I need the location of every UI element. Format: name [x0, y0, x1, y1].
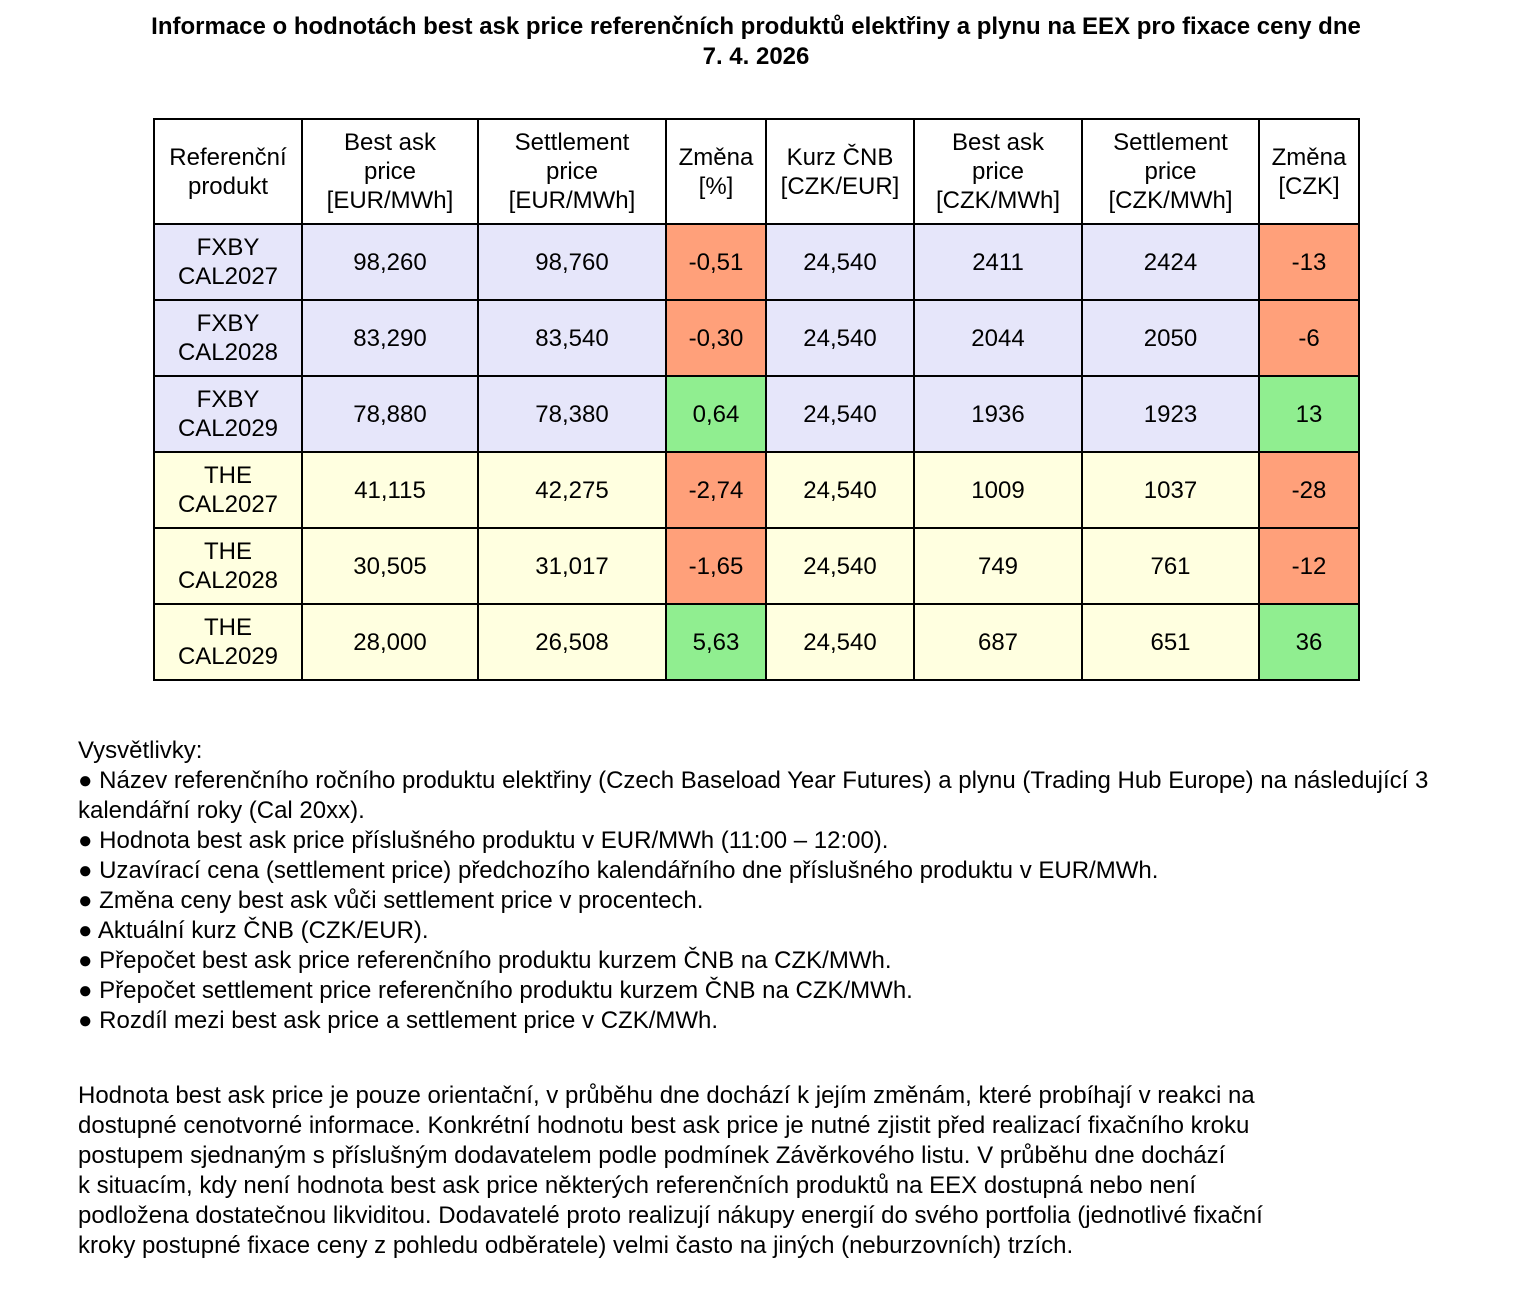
best-ask-eur-cell: 83,290 — [302, 300, 478, 376]
settlement-eur-cell: 98,760 — [478, 224, 666, 300]
table-row — [154, 528, 1359, 604]
best-ask-czk-cell: 749 — [914, 528, 1082, 604]
best-ask-czk-cell: 2411 — [914, 224, 1082, 300]
fx-rate-cell: 24,540 — [766, 452, 914, 528]
change-pct-cell: -1,65 — [666, 528, 766, 604]
legend — [78, 736, 1458, 1036]
disclaimer-note — [78, 1081, 1448, 1261]
bullet-icon: ● — [78, 887, 93, 914]
page-title — [0, 12, 1512, 72]
settlement-eur-cell: 42,275 — [478, 452, 666, 528]
table-row — [154, 300, 1359, 376]
table-row — [154, 224, 1359, 300]
header-change-czk: Změna [CZK] — [1259, 119, 1359, 224]
product-cell: THE CAL2029 — [154, 604, 302, 680]
price-table — [153, 118, 1360, 681]
settlement-czk-cell: 1037 — [1082, 452, 1259, 528]
header-fx-rate: Kurz ČNB [CZK/EUR] — [766, 119, 914, 224]
table-header-row — [154, 119, 1359, 224]
bullet-icon: ● — [78, 857, 93, 884]
legend-item: ● Hodnota best ask price příslušného produktu v EUR/MWh (11:00 – 12:00). — [78, 827, 889, 854]
settlement-czk-cell: 761 — [1082, 528, 1259, 604]
note-line: dostupné cenotvorné informace. Konkrétní hodnotu best ask price je nutné zjistit před realizací fixačního kroku — [78, 1112, 1250, 1139]
fx-rate-cell: 24,540 — [766, 376, 914, 452]
best-ask-eur-cell: 30,505 — [302, 528, 478, 604]
legend-heading: Vysvětlivky: — [78, 737, 203, 764]
bullet-icon: ● — [78, 917, 93, 944]
header-change-pct: Změna [%] — [666, 119, 766, 224]
best-ask-eur-cell: 98,260 — [302, 224, 478, 300]
settlement-czk-cell: 651 — [1082, 604, 1259, 680]
header-settlement-czk: Settlement price [CZK/MWh] — [1082, 119, 1259, 224]
change-pct-cell: -0,30 — [666, 300, 766, 376]
fx-rate-cell: 24,540 — [766, 224, 914, 300]
best-ask-eur-cell: 41,115 — [302, 452, 478, 528]
best-ask-czk-cell: 1009 — [914, 452, 1082, 528]
bullet-icon: ● — [78, 767, 93, 794]
best-ask-czk-cell: 687 — [914, 604, 1082, 680]
best-ask-eur-cell: 78,880 — [302, 376, 478, 452]
settlement-czk-cell: 2050 — [1082, 300, 1259, 376]
note-line: Hodnota best ask price je pouze orientační, v průběhu dne dochází k jejím změnám, které probíhají v reakci na — [78, 1082, 1255, 1109]
change-pct-cell: -0,51 — [666, 224, 766, 300]
note-line: postupem sjednaným s příslušným dodavatelem podle podmínek Závěrkového listu. V průběhu dne dochází — [78, 1142, 1226, 1169]
header-product: Referenční produkt — [154, 119, 302, 224]
change-czk-cell: -13 — [1259, 224, 1359, 300]
change-pct-cell: -2,74 — [666, 452, 766, 528]
header-best-ask-czk: Best ask price [CZK/MWh] — [914, 119, 1082, 224]
header-best-ask-eur: Best ask price [EUR/MWh] — [302, 119, 478, 224]
best-ask-czk-cell: 2044 — [914, 300, 1082, 376]
legend-item: ● Přepočet settlement price referenčního produktu kurzem ČNB na CZK/MWh. — [78, 977, 913, 1004]
title-line-1: Informace o hodnotách best ask price referenčních produktů elektřiny a plynu na EEX pro fixace ceny dne — [151, 13, 1361, 40]
product-cell: FXBY CAL2027 — [154, 224, 302, 300]
change-czk-cell: 36 — [1259, 604, 1359, 680]
legend-item: ● Rozdíl mezi best ask price a settlement price v CZK/MWh. — [78, 1007, 719, 1034]
legend-item: ● Uzavírací cena (settlement price) předchozího kalendářního dne příslušného produktu v EUR/MWh. — [78, 857, 1159, 884]
legend-item: ● Změna ceny best ask vůči settlement price v procentech. — [78, 887, 704, 914]
title-line-2: 7. 4. 2026 — [702, 43, 810, 70]
bullet-icon: ● — [78, 977, 93, 1004]
bullet-icon: ● — [78, 827, 93, 854]
fx-rate-cell: 24,540 — [766, 604, 914, 680]
product-cell: THE CAL2028 — [154, 528, 302, 604]
change-czk-cell: 13 — [1259, 376, 1359, 452]
bullet-icon: ● — [78, 947, 93, 974]
settlement-czk-cell: 2424 — [1082, 224, 1259, 300]
table-row — [154, 376, 1359, 452]
fx-rate-cell: 24,540 — [766, 528, 914, 604]
best-ask-czk-cell: 1936 — [914, 376, 1082, 452]
best-ask-eur-cell: 28,000 — [302, 604, 478, 680]
change-czk-cell: -12 — [1259, 528, 1359, 604]
settlement-eur-cell: 83,540 — [478, 300, 666, 376]
legend-item: ● Aktuální kurz ČNB (CZK/EUR). — [78, 917, 429, 944]
product-cell: THE CAL2027 — [154, 452, 302, 528]
note-line: podložena dostatečnou likviditou. Dodavatelé proto realizují nákupy energií do svého portfolia (jednotlivé fixační — [78, 1202, 1263, 1229]
settlement-czk-cell: 1923 — [1082, 376, 1259, 452]
settlement-eur-cell: 31,017 — [478, 528, 666, 604]
bullet-icon: ● — [78, 1007, 93, 1034]
product-cell: FXBY CAL2029 — [154, 376, 302, 452]
legend-item: ● Název referenčního ročního produktu elektřiny (Czech Baseload Year Futures) a plynu (Trading Hub Europe) na následující 3 kalendářní roky (Cal 20xx). — [78, 767, 1429, 824]
note-line: kroky postupné fixace ceny z pohledu odběratele) velmi často na jiných (neburzovních) trzích. — [78, 1232, 1074, 1259]
note-line: k situacím, kdy není hodnota best ask price některých referenčních produktů na EEX dostupná nebo není — [78, 1172, 1197, 1199]
fx-rate-cell: 24,540 — [766, 300, 914, 376]
settlement-eur-cell: 78,380 — [478, 376, 666, 452]
settlement-eur-cell: 26,508 — [478, 604, 666, 680]
table-row — [154, 604, 1359, 680]
legend-item: ● Přepočet best ask price referenčního produktu kurzem ČNB na CZK/MWh. — [78, 947, 892, 974]
change-czk-cell: -28 — [1259, 452, 1359, 528]
header-settlement-eur: Settlement price [EUR/MWh] — [478, 119, 666, 224]
product-cell: FXBY CAL2028 — [154, 300, 302, 376]
change-pct-cell: 5,63 — [666, 604, 766, 680]
table-row — [154, 452, 1359, 528]
change-pct-cell: 0,64 — [666, 376, 766, 452]
change-czk-cell: -6 — [1259, 300, 1359, 376]
